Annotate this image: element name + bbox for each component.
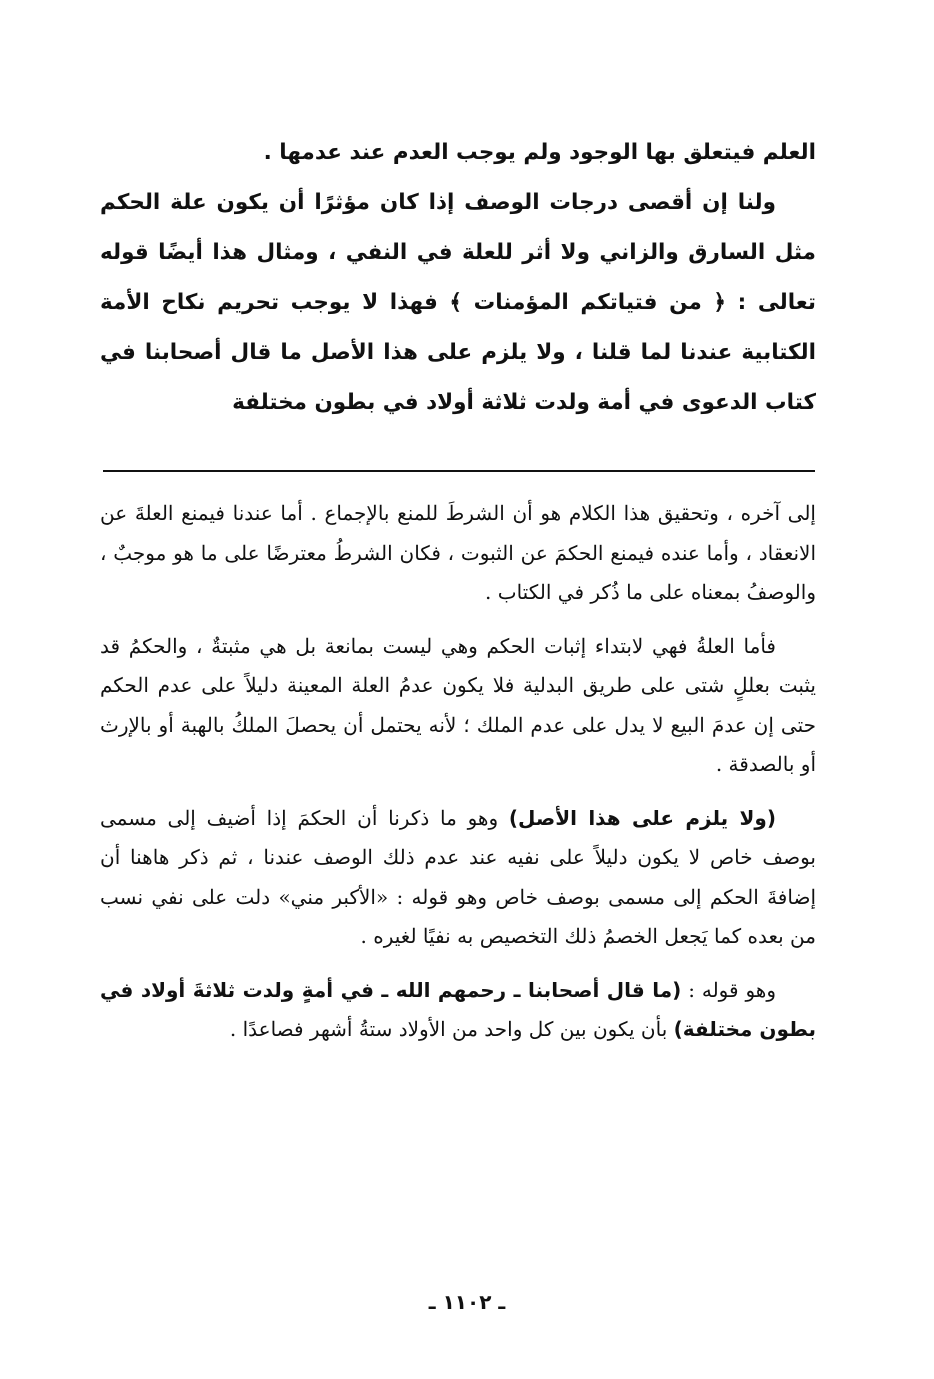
commentary-block (100, 494, 816, 1064)
commentary-paragraph-3 (100, 799, 816, 957)
main-paragraph-2: ولنا إن أقصى درجات الوصف إذا كان مؤثرًا أن يكون علة الحكم مثل السارق والزاني ولا أثر للعلة في النفي ، ومثال هذا أيضًا قوله تعالى : ﴿ من فتياتكم المؤمنات ﴾ فهذا لا يوجب تحريم نكاح الأمة الكتابية عندنا لما قلنا ، ولا يلزم على هذا الأصل ما قال أصحابنا في كتاب الدعوى في أمة ولدت ثلاثة أولاد في بطون مختلفة (100, 190, 816, 415)
commentary-text: وهو قوله : (681, 977, 776, 1002)
commentary-paragraph-4 (100, 971, 816, 1050)
footnote-separator-line (103, 470, 815, 472)
commentary-paragraph-2: فأما العلةُ فهي لابتداء إثبات الحكم وهي ليست بمانعة بل هي مثبتةٌ ، والحكمُ قد يثبت بعللٍ شتى على طريق البدلية فلا يكون عدمُ العلة المعينة دليلاً على عدم الحكم حتى إن عدمَ البيع لا يدل على عدم الملك ؛ لأنه يحتمل أن يحصلَ الملكُ بالهبة أو بالإرث أو بالصدقة . (100, 633, 816, 776)
quoted-matn-phrase: (ما قال أصحابنا ـ رحمهم الله ـ في أمةٍ ولدت ثلاثةَ أولاد في بطون مختلفة) (100, 977, 816, 1041)
commentary-text: وهو ما ذكرنا أن الحكمَ إذا أضيف إلى مسمى بوصف خاص لا يكون دليلاً على نفيه عند عدم ذلك الوصف عندنا ، ثم ذكر هاهنا أن إضافةَ الحكم إلى مسمى بوصف خاص وهو قوله : «الأكبر مني» دلت على نفي نسب من بعده كما يَجعل الخصمُ ذلك التخصيص به نفيًا لغيره . (100, 805, 816, 948)
quoted-matn-phrase: (ولا يلزم على هذا الأصل) (508, 805, 776, 830)
commentary-text: بأن يكون بين كل واحد من الأولاد ستةُ أشهر فصاعدًا . (229, 1017, 674, 1041)
main-paragraph-1: العلم فيتعلق بها الوجود ولم يوجب العدم عند عدمها . (263, 140, 816, 165)
commentary-paragraph-1: إلى آخره ، وتحقيق هذا الكلام هو أن الشرطَ للمنع بالإجماع . أما عندنا فيمنع العلةَ عن الانعقاد ، وأما عنده فيمنع الحكمَ عن الثبوت ، فكان الشرطُ معترضًا على ما هو موجبٌ ، والوصفُ بمعناه على ما ذُكر في الكتاب . (100, 501, 816, 604)
main-text-block (100, 128, 816, 428)
page-number: ـ ١١٠٢ ـ (428, 1290, 506, 1314)
